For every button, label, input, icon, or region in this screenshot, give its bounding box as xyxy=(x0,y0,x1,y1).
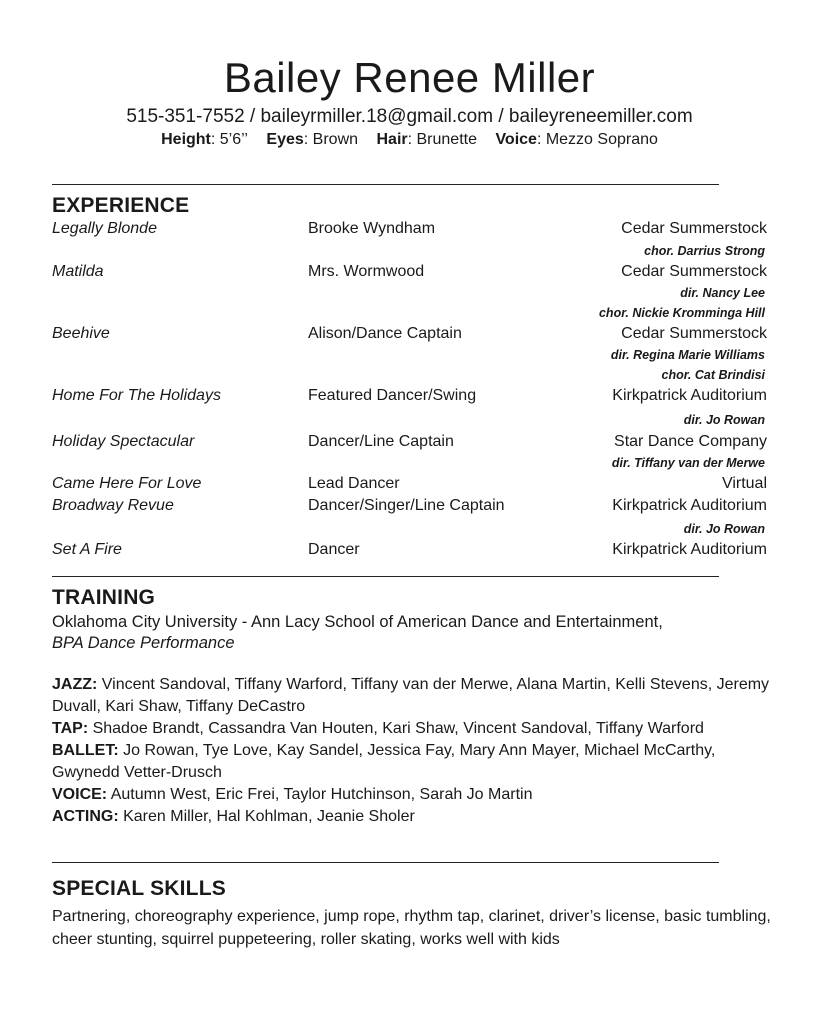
experience-row xyxy=(0,324,819,344)
credit: dir. Jo Rowan xyxy=(683,522,765,536)
eyes-label: Eyes xyxy=(266,131,304,148)
special-skills-text: Partnering, choreography experience, jump rope, rhythm tap, clarinet, driver’s license, basic tumbling, cheer stunting, squirrel puppeteering, roller skating, works well with kids xyxy=(52,908,771,948)
training-label: TAP: xyxy=(52,720,89,737)
training-teachers: Vincent Sandoval, Tiffany Warford, Tiffany van der Merwe, Alana Martin, Kelli Stevens, Jeremy Duvall, Kari Shaw, Tiffany DeCastro xyxy=(52,676,770,715)
school-name: Oklahoma City University - Ann Lacy School of American Dance and Entertainment, xyxy=(52,613,663,631)
credit: dir. Jo Rowan xyxy=(683,413,765,427)
credit: chor. Cat Brindisi xyxy=(661,368,765,382)
show-title: Set A Fire xyxy=(52,541,122,558)
experience-row xyxy=(0,540,819,560)
training-teachers: Karen Miller, Hal Kohlman, Jeanie Sholer xyxy=(118,808,415,825)
experience-row xyxy=(0,219,819,239)
training-item xyxy=(52,740,772,784)
venue: Kirkpatrick Auditorium xyxy=(612,541,767,558)
divider-header xyxy=(52,184,719,185)
role: Dancer/Line Captain xyxy=(308,433,454,450)
show-title: Matilda xyxy=(52,263,104,280)
venue: Cedar Summerstock xyxy=(621,325,767,342)
venue: Cedar Summerstock xyxy=(621,263,767,280)
show-title: Home For The Holidays xyxy=(52,387,221,404)
training-teachers: Jo Rowan, Tye Love, Kay Sandel, Jessica Fay, Mary Ann Mayer, Michael McCarthy, Gwynedd Vetter-Drusch xyxy=(52,742,716,781)
experience-row xyxy=(0,262,819,282)
show-title: Beehive xyxy=(52,325,110,342)
experience-row xyxy=(0,386,819,406)
venue: Virtual xyxy=(721,475,767,492)
divider-training xyxy=(52,862,719,863)
credit: dir. Nancy Lee xyxy=(680,286,765,300)
degree: BPA Dance Performance xyxy=(52,634,235,652)
experience-row xyxy=(0,474,819,494)
show-title: Came Here For Love xyxy=(52,475,202,492)
special-skills-heading: SPECIAL SKILLS xyxy=(52,877,226,900)
resume-name: Bailey Renee Miller xyxy=(223,54,596,101)
role: Dancer xyxy=(308,541,360,558)
training-label: VOICE: xyxy=(52,786,108,803)
training-item xyxy=(52,718,772,740)
credit: chor. Nickie Kromminga Hill xyxy=(598,306,765,320)
role: Alison/Dance Captain xyxy=(308,325,462,342)
training-list xyxy=(52,674,772,828)
training-label: JAZZ: xyxy=(52,676,98,693)
training-teachers: Shadoe Brandt, Cassandra Van Houten, Kari Shaw, Vincent Sandoval, Tiffany Warford xyxy=(88,720,704,737)
voice-label: Voice xyxy=(495,131,537,148)
credit: dir. Regina Marie Williams xyxy=(610,348,765,362)
training-item xyxy=(52,674,772,718)
training-school xyxy=(52,612,772,654)
height-value: : 5’6’’ xyxy=(210,131,248,148)
credit: chor. Darrius Strong xyxy=(644,244,765,258)
venue: Kirkpatrick Auditorium xyxy=(612,387,767,404)
role: Mrs. Wormwood xyxy=(308,263,425,280)
experience-row xyxy=(0,432,819,452)
experience-heading: EXPERIENCE xyxy=(52,194,190,217)
training-teachers: Autumn West, Eric Frei, Taylor Hutchinson, Sarah Jo Martin xyxy=(107,786,533,803)
role: Dancer/Singer/Line Captain xyxy=(308,497,505,514)
show-title: Holiday Spectacular xyxy=(52,433,195,450)
training-label: ACTING: xyxy=(52,808,119,825)
voice-value: : Mezzo Soprano xyxy=(536,131,658,148)
training-item xyxy=(52,784,772,806)
training-item xyxy=(52,806,772,828)
hair-label: Hair xyxy=(376,131,408,148)
divider-experience xyxy=(52,576,719,577)
eyes-value: : Brown xyxy=(303,131,359,148)
role: Lead Dancer xyxy=(308,475,400,492)
venue: Kirkpatrick Auditorium xyxy=(612,497,767,514)
role: Brooke Wyndham xyxy=(308,220,436,237)
show-title: Broadway Revue xyxy=(52,497,174,514)
physical-stats xyxy=(0,129,819,151)
hair-value: : Brunette xyxy=(407,131,477,148)
venue: Star Dance Company xyxy=(614,433,767,450)
training-label: BALLET: xyxy=(52,742,119,759)
height-label: Height xyxy=(161,131,211,148)
training-heading: TRAINING xyxy=(52,586,156,609)
credit: dir. Tiffany van der Merwe xyxy=(611,456,765,470)
role: Featured Dancer/Swing xyxy=(308,387,477,404)
contact-line: 515-351-7552 / baileyrmiller.18@gmail.com / baileyreneemiller.com xyxy=(126,106,693,127)
venue: Cedar Summerstock xyxy=(621,220,767,237)
show-title: Legally Blonde xyxy=(52,220,157,237)
experience-row xyxy=(0,496,819,516)
